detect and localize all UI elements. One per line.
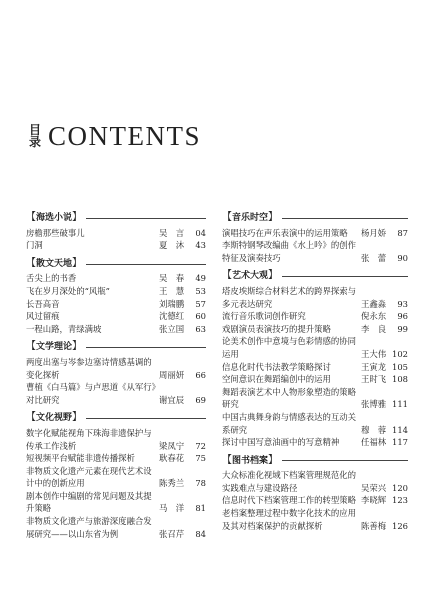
article-title: 风过留痕 [26,311,60,322]
toc-entry[interactable] [222,494,408,507]
toc-entry[interactable] [222,361,408,374]
toc-entry[interactable] [222,310,408,323]
entry-meta [157,323,206,336]
toc-entry[interactable] [222,239,408,264]
section-divider [86,347,206,348]
entry-meta [359,494,408,507]
section-name: 图书档案 [232,455,269,466]
page-number: 43 [195,240,206,251]
toc-entry[interactable] [222,411,408,436]
entry-meta [157,239,206,252]
toc-entry[interactable] [222,335,408,360]
page-number: 117 [392,437,408,448]
toc-entry[interactable] [26,285,206,298]
article-title: 空间意识在舞蹈编创中的运用 [222,374,331,385]
page-number: 72 [195,440,206,451]
toc-entry[interactable] [222,373,408,386]
section-heading [26,212,206,225]
section-heading [26,412,206,425]
article-title: 老档案整理过程中数字化技术的应用及其对档案保护的贡献探析 [222,508,356,531]
left-column [26,212,206,546]
article-author: 任福林 [361,437,387,448]
title-char-lu: 录 [28,135,41,149]
article-author: 张博雅 [361,399,387,410]
entry-meta [359,298,408,311]
article-title: 舌尖上的书香 [26,273,77,284]
page-number: 99 [397,323,408,334]
toc-entry[interactable] [26,465,206,490]
section-divider [282,218,408,219]
article-author: 马 洋 [159,503,185,514]
entry-meta [359,520,408,533]
article-author: 夏 沐 [159,240,185,251]
bracket-right: 】 [72,257,83,269]
toc-entry[interactable] [26,310,206,323]
toc-entry[interactable] [26,515,206,540]
entry-meta [359,323,408,336]
entry-meta [359,482,408,495]
article-title: 短视频平台赋能非遗传播探析 [26,453,135,464]
article-title: 两度出塞与岑参边塞诗情感基调的变化探析 [26,356,152,380]
section-heading [222,212,408,225]
article-author: 沈德红 [159,311,185,322]
section-divider [86,418,206,419]
toc-entry[interactable] [26,298,206,311]
entry-meta [359,424,408,437]
article-author: 陈秀兰 [159,478,185,489]
article-author: 倪永东 [361,311,387,322]
article-author: 杨月娇 [361,227,387,238]
article-title: 大众标准化视域下档案管理规范化的实践难点与建设路径 [222,470,356,493]
toc-entry[interactable] [222,323,408,336]
page-number: 81 [195,503,206,514]
page-number: 90 [397,252,408,263]
bracket-left: 【 [26,257,36,269]
page-number: 108 [392,374,408,385]
article-title: 非物质文化遗产与旅游深度融合发展研究——以山东省为例 [26,516,152,539]
article-author: 张 蕾 [361,252,387,263]
section-name: 文学理论 [36,342,73,353]
section-heading [26,258,206,271]
bracket-right: 】 [72,341,83,353]
section-divider [86,264,206,265]
page-number: 49 [195,273,206,284]
section-name: 艺术大观 [232,271,269,282]
section-heading [26,341,206,354]
article-title: 戏剧演员表演技巧的提升策略 [222,323,331,334]
section-heading [222,455,408,468]
entry-meta [157,477,206,490]
page-number: 78 [195,478,206,489]
entry-meta [157,502,206,515]
bracket-left: 【 [222,454,232,466]
article-author: 吴 言 [159,227,185,238]
article-title: 剧本创作中编剧的常见问题及其提升策略 [26,490,152,514]
article-title: 数字化赋能视角下珠海非遗保护与传承工作浅析 [26,427,152,451]
article-author: 陈善梅 [361,520,387,531]
entry-meta [157,227,206,240]
page-number: 04 [195,227,206,238]
toc-section [26,212,206,252]
page-number: 111 [392,399,408,410]
toc-entry[interactable] [26,452,206,465]
entry-meta [157,394,206,407]
article-title: 曹植《白马篇》与卢思道《从军行》对比研究 [26,382,156,405]
article-author: 李晓辉 [361,495,387,506]
page-number: 126 [392,520,408,531]
article-title: 长吾高音 [26,298,60,309]
toc-entry[interactable] [26,323,206,336]
page-number: 66 [195,369,206,380]
article-author: 周丽妍 [159,369,185,380]
bracket-right: 】 [72,212,83,223]
article-author: 王寅龙 [361,361,387,372]
entry-meta [157,528,206,541]
article-title: 一程山路，青绿满坡 [26,323,102,334]
entry-meta [157,369,206,382]
toc-entry[interactable] [222,386,408,411]
article-author: 王鑫淼 [361,298,387,309]
article-title: 飞在岁月深处的“风瓶” [26,285,110,296]
bracket-left: 【 [222,270,232,282]
article-title: 非物质文化遗产元素在现代艺术设计中的创新应用 [26,465,152,489]
bracket-right: 】 [72,412,83,424]
section-name: 散文天地 [36,258,73,269]
entry-meta [359,227,408,240]
entry-meta [359,361,408,374]
article-author: 王大伟 [361,348,387,359]
bracket-left: 【 [26,341,36,353]
article-title: 流行音乐歌词创作研究 [222,311,306,322]
toc-entry[interactable] [26,239,206,252]
toc-entry[interactable] [222,469,408,494]
page-number: 123 [392,495,408,506]
page-number: 57 [195,298,206,309]
bracket-left: 【 [26,212,36,223]
entry-meta [359,252,408,265]
page-number: 93 [397,298,408,309]
toc-section [222,270,408,448]
toc-entry[interactable] [222,507,408,532]
article-title: 房檐那些破事儿 [26,227,85,238]
article-title: 中国古典舞身韵与情感表达的互动关系研究 [222,411,356,435]
toc-entry[interactable] [26,356,206,381]
title-english: CONTENTS [48,121,201,151]
article-author: 张立国 [159,323,185,334]
article-title: 门洞 [26,240,43,251]
toc-entry[interactable] [222,227,408,240]
entry-meta [359,348,408,361]
section-divider [282,460,408,461]
entry-meta [157,298,206,311]
title-chinese [28,124,42,148]
section-name: 音乐时空 [232,213,269,223]
page-number: 53 [195,285,206,296]
page-number: 120 [392,482,408,493]
section-heading [222,270,408,283]
entry-meta [157,285,206,298]
article-title: 李斯特钢琴改编曲《水上吟》的创作特征及演奏技巧 [222,240,356,263]
page-number: 87 [397,227,408,238]
toc-entry[interactable] [26,381,206,406]
toc-section [222,455,408,533]
page-number: 75 [195,453,206,464]
entry-meta [157,310,206,323]
entry-meta [157,452,206,465]
toc-entry[interactable] [26,490,206,515]
section-divider [86,218,206,219]
page-number: 60 [195,311,206,322]
article-author: 刘瑞鹏 [159,298,185,309]
page-number: 63 [195,323,206,334]
toc-section [26,341,206,406]
bracket-right: 】 [268,454,279,466]
title-char-mu: 目 [28,123,41,137]
entry-meta [157,440,206,453]
page-number: 105 [392,361,408,372]
section-divider [282,276,408,277]
entry-meta [359,436,408,449]
article-author: 穆 蓉 [361,424,387,435]
contents-title [28,122,201,150]
entry-meta [359,398,408,411]
toc-section [26,258,206,336]
article-author: 耿春花 [159,453,185,464]
article-author: 吴 春 [159,273,185,284]
article-title: 论美术创作中意境与色彩情感的协同运用 [222,336,356,359]
right-column [222,212,408,538]
toc-entry[interactable] [26,427,206,452]
toc-entry[interactable] [26,227,206,240]
page-number: 114 [392,424,408,435]
article-title: 信息时代下档案管理工作的转型策略 [222,495,356,506]
toc-section [222,212,408,264]
article-title: 演唱技巧在声乐表演中的运用策略 [222,227,348,238]
article-author: 谢宜辰 [159,394,185,405]
page-number: 84 [195,528,206,539]
entry-meta [359,373,408,386]
toc-entry[interactable] [222,285,408,310]
page-number: 96 [397,311,408,322]
bracket-right: 】 [268,270,279,282]
entry-meta [359,310,408,323]
article-author: 王时飞 [361,374,387,385]
article-title: 探讨中国写意油画中的写意精神 [222,437,340,448]
toc-entry[interactable] [26,272,206,285]
article-author: 王 慧 [159,285,185,296]
section-name: 文化视野 [36,413,73,424]
article-author: 张召芹 [159,528,185,539]
article-author: 梁凤宁 [159,440,185,451]
entry-meta [157,272,206,285]
bracket-right: 】 [268,212,279,223]
page-number: 102 [392,348,408,359]
article-title: 信息化时代书法教学策略探讨 [222,361,331,372]
article-author: 吴荣兴 [361,482,387,493]
bracket-left: 【 [222,212,232,223]
article-author: 李 良 [361,323,387,334]
article-title: 舞蹈表演艺术中人物形象塑造的策略研究 [222,386,356,410]
toc-section [26,412,206,540]
article-title: 塔皮埃斯综合材料艺术的跨界探索与多元表达研究 [222,285,356,309]
toc-entry[interactable] [222,436,408,449]
section-name: 海选小说 [36,213,73,223]
bracket-left: 【 [26,412,36,424]
page-number: 69 [195,394,206,405]
